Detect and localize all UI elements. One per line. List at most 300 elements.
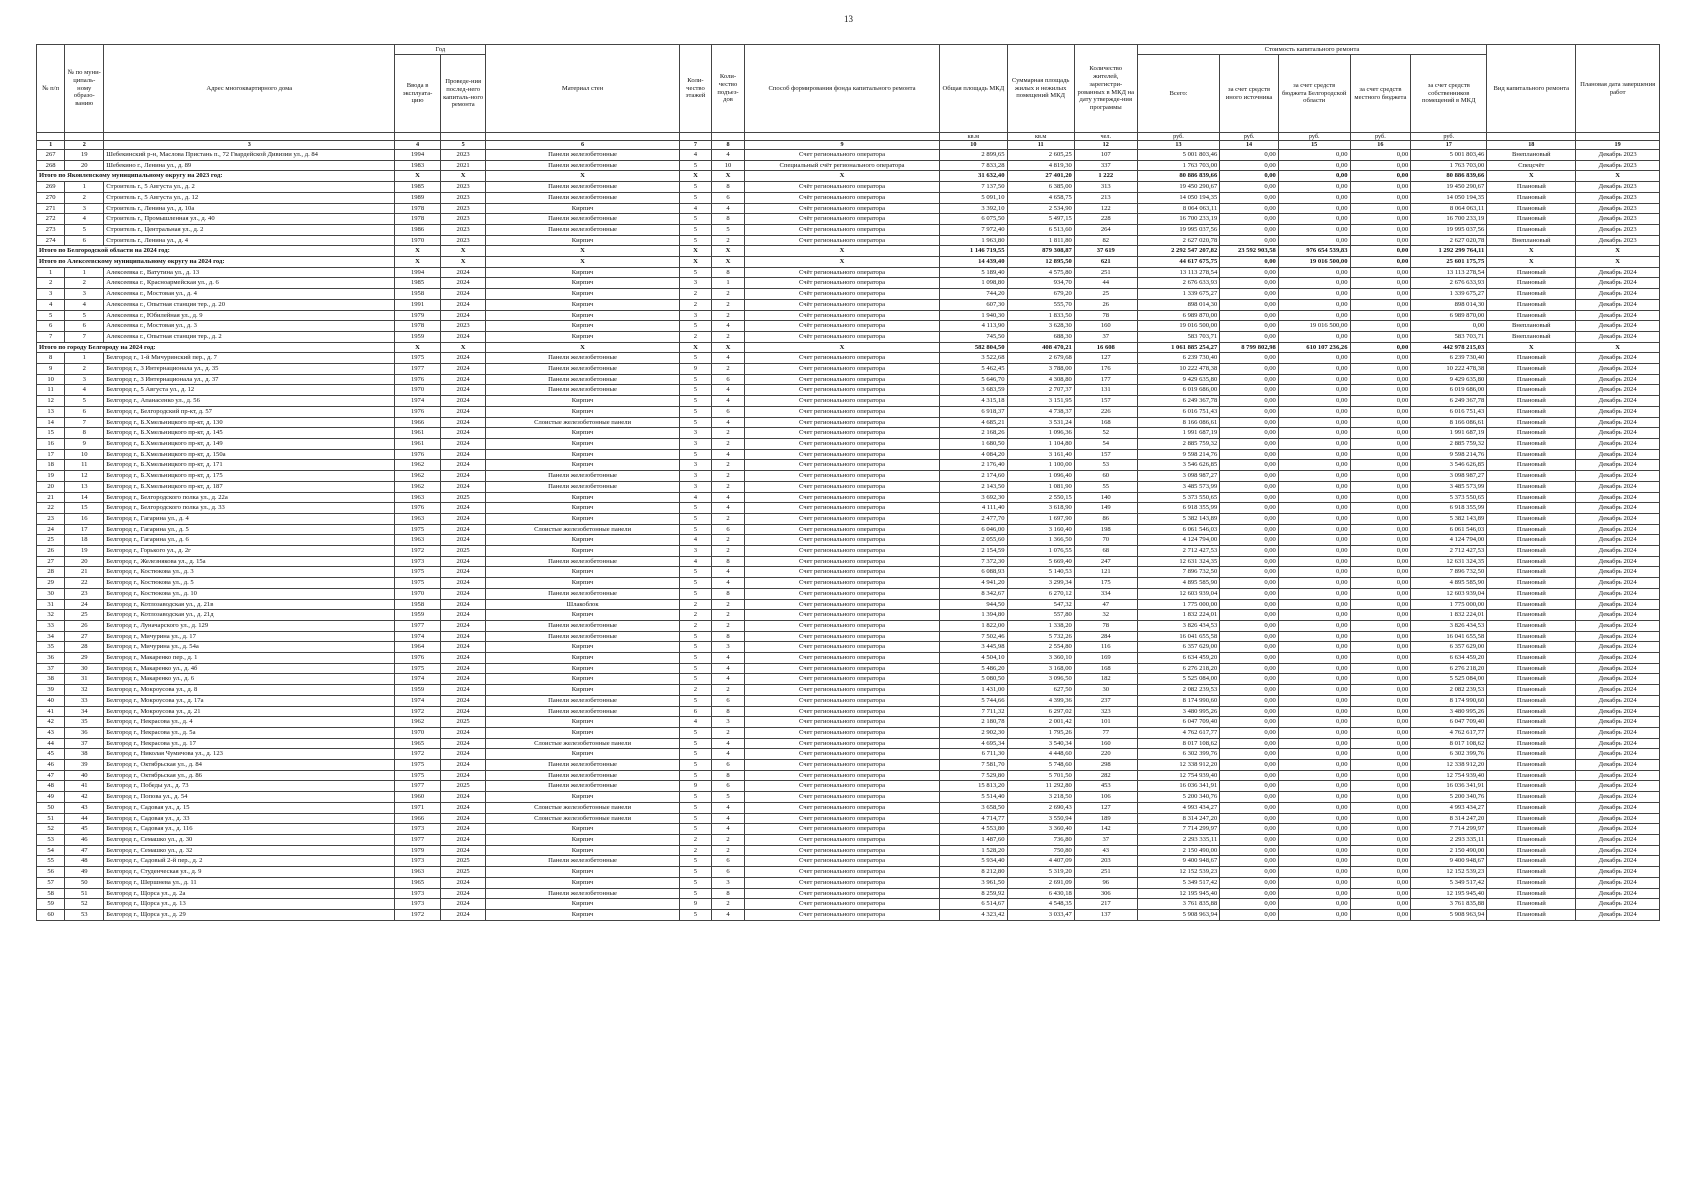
table-row: [37, 653, 1660, 664]
cell-cost-owners: 3 485 573,99: [1411, 481, 1487, 492]
cell-cost-budget-region: 0,00: [1278, 374, 1350, 385]
cell-cost-budget-local: 0,00: [1350, 824, 1411, 835]
cell-year-commission: 1973: [395, 899, 441, 910]
cell-address: Белгород г., Макаренко пер., д. 1: [104, 653, 395, 664]
cell-cost-total: 1 339 675,27: [1137, 289, 1220, 300]
cell-total-area: 3 683,59: [940, 385, 1007, 396]
cell-planned-date: Декабрь 2023: [1576, 192, 1660, 203]
cell-residents: 101: [1074, 717, 1137, 728]
cell-cost-owners: 6 047 709,40: [1411, 717, 1487, 728]
cell-cost-budget-local: 0,00: [1350, 802, 1411, 813]
cell-wall-material: Панели железобетонные: [486, 770, 679, 781]
cell-total-area: 3 658,50: [940, 802, 1007, 813]
cell-repair-type: Плановый: [1487, 449, 1576, 460]
cell-cost-total: 5 200 340,76: [1137, 792, 1220, 803]
subtotal-cell: 976 654 539,83: [1278, 246, 1350, 257]
subtotal-cell: X: [440, 257, 486, 268]
cell-cost-total: 6 019 686,00: [1137, 385, 1220, 396]
cell-cost-budget-local: 0,00: [1350, 267, 1411, 278]
cell-repair-type: Плановый: [1487, 674, 1576, 685]
header-col-residents: Количество жителей, зарегистри-рованных в МКД на дату утвержде-ния программы: [1074, 45, 1137, 133]
cell-floors: 5: [679, 192, 712, 203]
cell-wall-material: Кирпич: [486, 203, 679, 214]
table-body: [37, 150, 1660, 921]
cell-entrances: 2: [712, 310, 745, 321]
cell-cost-budget-region: 0,00: [1278, 460, 1350, 471]
cell-year-last-repair: 2023: [440, 150, 486, 161]
cell-living-area: 547,32: [1007, 599, 1074, 610]
subtotal-cell: 621: [1074, 257, 1137, 268]
cell-fund-method: Счет регионального оператора: [744, 770, 939, 781]
cell-planned-date: Декабрь 2024: [1576, 310, 1660, 321]
cell-cost-other: 0,00: [1220, 449, 1279, 460]
cell-year-commission: 1979: [395, 845, 441, 856]
cell-address: Белгород г., Щорса ул., д. 29: [104, 909, 395, 920]
cell-cost-other: 0,00: [1220, 856, 1279, 867]
cell-cost-owners: 1 832 224,01: [1411, 610, 1487, 621]
cell-mun-no: 52: [65, 899, 104, 910]
cell-year-last-repair: 2024: [440, 567, 486, 578]
cell-address: Белгород г., Мокроусова ул., д. 8: [104, 685, 395, 696]
cell-floors: 3: [679, 546, 712, 557]
cell-cost-total: 9 598 214,76: [1137, 449, 1220, 460]
subtotal-cell: X: [1487, 171, 1576, 182]
cell-cost-budget-region: 0,00: [1278, 192, 1350, 203]
cell-residents: 25: [1074, 289, 1137, 300]
cell-residents: 177: [1074, 374, 1137, 385]
subtotal-cell: 19 016 500,00: [1278, 257, 1350, 268]
table-row: [37, 685, 1660, 696]
cell-address: Белгород г., Гагарина ул., д. 5: [104, 524, 395, 535]
column-number: 17: [1411, 141, 1487, 150]
header-column-numbers-row: [37, 141, 1660, 150]
cell-wall-material: Кирпич: [486, 460, 679, 471]
cell-total-area: 2 174,60: [940, 471, 1007, 482]
cell-fund-method: Счет регионального оператора: [744, 503, 939, 514]
cell-year-last-repair: 2024: [440, 406, 486, 417]
cell-living-area: 3 160,40: [1007, 524, 1074, 535]
cell-year-last-repair: 2024: [440, 610, 486, 621]
cell-total-area: 2 902,30: [940, 727, 1007, 738]
cell-cost-other: 0,00: [1220, 546, 1279, 557]
cell-fund-method: Счет регионального оператора: [744, 438, 939, 449]
cell-wall-material: Панели железобетонные: [486, 856, 679, 867]
subtotal-row: [37, 257, 1660, 268]
cell-year-commission: 1966: [395, 813, 441, 824]
cell-wall-material: Кирпич: [486, 685, 679, 696]
cell-cost-budget-local: 0,00: [1350, 695, 1411, 706]
cell-year-last-repair: 2023: [440, 192, 486, 203]
cell-living-area: 3 360,10: [1007, 653, 1074, 664]
subtotal-cell: 610 107 236,26: [1278, 342, 1350, 353]
cell-fund-method: Счет регионального оператора: [744, 417, 939, 428]
cell-entrances: 6: [712, 695, 745, 706]
cell-mun-no: 35: [65, 717, 104, 728]
cell-address: Строитель г., 5 Августа ул., д. 12: [104, 192, 395, 203]
cell-mun-no: 10: [65, 449, 104, 460]
cell-year-commission: 1974: [395, 674, 441, 685]
cell-repair-type: Плановый: [1487, 620, 1576, 631]
cell-cost-budget-local: 0,00: [1350, 610, 1411, 621]
cell-living-area: 2 679,68: [1007, 353, 1074, 364]
cell-address: Белгород г., Горького ул., д. 2г: [104, 546, 395, 557]
cell-living-area: 3 168,00: [1007, 663, 1074, 674]
cell-total-area: 8 259,92: [940, 888, 1007, 899]
cell-planned-date: Декабрь 2024: [1576, 899, 1660, 910]
cell-cost-total: 19 016 500,00: [1137, 321, 1220, 332]
cell-mun-no: 3: [65, 374, 104, 385]
cell-cost-other: 0,00: [1220, 214, 1279, 225]
cell-planned-date: Декабрь 2024: [1576, 417, 1660, 428]
cell-row-no: 25: [37, 535, 65, 546]
cell-year-last-repair: 2024: [440, 417, 486, 428]
cell-row-no: 46: [37, 760, 65, 771]
cell-cost-total: 5 001 803,46: [1137, 150, 1220, 161]
cell-total-area: 1 680,50: [940, 438, 1007, 449]
cell-planned-date: Декабрь 2024: [1576, 813, 1660, 824]
cell-repair-type: Плановый: [1487, 289, 1576, 300]
subtotal-cell: X: [486, 171, 679, 182]
cell-entrances: 8: [712, 182, 745, 193]
cell-cost-budget-local: 0,00: [1350, 503, 1411, 514]
cell-year-commission: 1974: [395, 695, 441, 706]
cell-cost-budget-region: 0,00: [1278, 653, 1350, 664]
subtotal-cell: X: [1487, 342, 1576, 353]
cell-address: Белгород г., 3 Интернационала ул., д. 37: [104, 374, 395, 385]
cell-cost-other: 0,00: [1220, 374, 1279, 385]
cell-row-no: 8: [37, 353, 65, 364]
cell-cost-other: 0,00: [1220, 663, 1279, 674]
table-row: [37, 749, 1660, 760]
cell-repair-type: Плановый: [1487, 717, 1576, 728]
subtotal-cell: X: [679, 342, 712, 353]
cell-living-area: 3 788,00: [1007, 364, 1074, 375]
cell-address: Белгород г., Садовый 2-й пер., д. 2: [104, 856, 395, 867]
cell-cost-other: 0,00: [1220, 653, 1279, 664]
cell-fund-method: Счет регионального оператора: [744, 653, 939, 664]
cell-total-area: 1 822,00: [940, 620, 1007, 631]
cell-year-last-repair: 2024: [440, 824, 486, 835]
cell-row-no: 60: [37, 909, 65, 920]
subtotal-cell: X: [395, 246, 441, 257]
cell-cost-owners: 7 714 299,97: [1411, 824, 1487, 835]
cell-entrances: 2: [712, 513, 745, 524]
cell-wall-material: Кирпич: [486, 674, 679, 685]
cell-row-no: 10: [37, 374, 65, 385]
cell-cost-budget-local: 0,00: [1350, 460, 1411, 471]
cell-address: Белгород г., 1-й Мичуринский пер., д. 7: [104, 353, 395, 364]
cell-cost-total: 16 041 655,58: [1137, 631, 1220, 642]
cell-cost-owners: 898 014,30: [1411, 299, 1487, 310]
cell-total-area: 5 646,70: [940, 374, 1007, 385]
cell-cost-owners: 8 166 086,61: [1411, 417, 1487, 428]
cell-planned-date: Декабрь 2024: [1576, 321, 1660, 332]
cell-entrances: 4: [712, 150, 745, 161]
cell-residents: 121: [1074, 567, 1137, 578]
subtotal-cell: 80 886 839,66: [1411, 171, 1487, 182]
cell-cost-other: 0,00: [1220, 471, 1279, 482]
cell-row-no: 1: [37, 267, 65, 278]
cell-living-area: 4 448,60: [1007, 749, 1074, 760]
table-row: [37, 546, 1660, 557]
cell-repair-type: Внеплановый: [1487, 235, 1576, 246]
cell-residents: 86: [1074, 513, 1137, 524]
cell-year-last-repair: 2025: [440, 546, 486, 557]
cell-floors: 6: [679, 706, 712, 717]
cell-living-area: 3 161,40: [1007, 449, 1074, 460]
cell-year-commission: 1963: [395, 867, 441, 878]
cell-residents: 157: [1074, 449, 1137, 460]
cell-mun-no: 17: [65, 524, 104, 535]
cell-cost-budget-local: 0,00: [1350, 877, 1411, 888]
cell-cost-budget-local: 0,00: [1350, 663, 1411, 674]
cell-entrances: 2: [712, 460, 745, 471]
cell-cost-total: 6 918 355,99: [1137, 503, 1220, 514]
cell-address: Белгород г., Победы ул., д. 73: [104, 781, 395, 792]
cell-year-last-repair: 2024: [440, 813, 486, 824]
cell-entrances: 4: [712, 749, 745, 760]
cell-row-no: 40: [37, 695, 65, 706]
cell-cost-budget-region: 0,00: [1278, 310, 1350, 321]
cell-cost-other: 0,00: [1220, 813, 1279, 824]
subtotal-cell: 0,00: [1350, 342, 1411, 353]
cell-cost-other: 0,00: [1220, 331, 1279, 342]
cell-living-area: 750,80: [1007, 845, 1074, 856]
cell-year-last-repair: 2024: [440, 289, 486, 300]
cell-cost-other: 0,00: [1220, 310, 1279, 321]
cell-repair-type: Плановый: [1487, 353, 1576, 364]
cell-floors: 4: [679, 150, 712, 161]
cell-entrances: 4: [712, 385, 745, 396]
cell-fund-method: Счет регионального оператора: [744, 406, 939, 417]
subtotal-cell: X: [486, 246, 679, 257]
cell-year-commission: 1959: [395, 610, 441, 621]
cell-floors: 3: [679, 278, 712, 289]
cell-mun-no: 2: [65, 364, 104, 375]
cell-year-last-repair: 2024: [440, 909, 486, 920]
cell-cost-total: 6 239 730,40: [1137, 353, 1220, 364]
cell-cost-owners: 6 061 546,03: [1411, 524, 1487, 535]
unit-label: руб.: [1278, 133, 1350, 141]
cell-cost-budget-local: 0,00: [1350, 781, 1411, 792]
cell-living-area: 6 513,60: [1007, 224, 1074, 235]
cell-entrances: 2: [712, 535, 745, 546]
cell-cost-budget-local: 0,00: [1350, 160, 1411, 171]
cell-planned-date: Декабрь 2024: [1576, 385, 1660, 396]
cell-wall-material: Слоистые железобетонные панели: [486, 802, 679, 813]
cell-floors: 2: [679, 289, 712, 300]
cell-year-commission: 1959: [395, 685, 441, 696]
table-row: [37, 760, 1660, 771]
cell-cost-budget-local: 0,00: [1350, 438, 1411, 449]
header-col-cost-owners: за счет средств собственников помещений в МКД: [1411, 55, 1487, 133]
cell-cost-budget-region: 0,00: [1278, 513, 1350, 524]
cell-fund-method: Счет регионального оператора: [744, 909, 939, 920]
cell-year-last-repair: 2024: [440, 845, 486, 856]
cell-living-area: 2 690,43: [1007, 802, 1074, 813]
cell-repair-type: Плановый: [1487, 727, 1576, 738]
cell-planned-date: Декабрь 2024: [1576, 492, 1660, 503]
header-col-cost-other: за счет средств иного источника: [1220, 55, 1279, 133]
cell-cost-other: 0,00: [1220, 385, 1279, 396]
cell-year-commission: 1974: [395, 396, 441, 407]
cell-cost-other: 0,00: [1220, 524, 1279, 535]
cell-row-no: 19: [37, 471, 65, 482]
cell-wall-material: Слоистые железобетонные панели: [486, 813, 679, 824]
cell-cost-budget-region: 0,00: [1278, 813, 1350, 824]
cell-year-last-repair: 2024: [440, 770, 486, 781]
cell-fund-method: Счет регионального оператора: [744, 727, 939, 738]
cell-year-commission: 1964: [395, 642, 441, 653]
cell-floors: 9: [679, 364, 712, 375]
cell-repair-type: Плановый: [1487, 642, 1576, 653]
cell-wall-material: Кирпич: [486, 503, 679, 514]
cell-floors: 2: [679, 299, 712, 310]
cell-address: Белгород г., Белгородского полка ул., д. 22а: [104, 492, 395, 503]
cell-cost-budget-region: 0,00: [1278, 663, 1350, 674]
cell-wall-material: Панели железобетонные: [486, 374, 679, 385]
cell-row-no: 11: [37, 385, 65, 396]
cell-residents: 142: [1074, 824, 1137, 835]
cell-cost-total: 3 485 573,99: [1137, 481, 1220, 492]
cell-living-area: 2 001,42: [1007, 717, 1074, 728]
cell-row-no: 270: [37, 192, 65, 203]
cell-floors: 5: [679, 749, 712, 760]
subtotal-cell: X: [440, 342, 486, 353]
cell-mun-no: 1: [65, 182, 104, 193]
cell-repair-type: Плановый: [1487, 182, 1576, 193]
table-row: [37, 417, 1660, 428]
cell-living-area: 1 697,90: [1007, 513, 1074, 524]
cell-repair-type: Внеплановый: [1487, 331, 1576, 342]
cell-planned-date: Декабрь 2024: [1576, 642, 1660, 653]
cell-cost-budget-local: 0,00: [1350, 310, 1411, 321]
cell-row-no: 48: [37, 781, 65, 792]
table-row: [37, 428, 1660, 439]
cell-planned-date: Декабрь 2024: [1576, 717, 1660, 728]
cell-repair-type: Плановый: [1487, 385, 1576, 396]
cell-cost-other: 0,00: [1220, 182, 1279, 193]
cell-planned-date: Декабрь 2024: [1576, 674, 1660, 685]
cell-residents: 313: [1074, 182, 1137, 193]
cell-total-area: 7 137,50: [940, 182, 1007, 193]
cell-living-area: 4 308,80: [1007, 374, 1074, 385]
cell-fund-method: Счет регионального оператора: [744, 492, 939, 503]
cell-wall-material: Кирпич: [486, 278, 679, 289]
cell-total-area: 1 963,80: [940, 235, 1007, 246]
cell-cost-owners: 12 152 539,23: [1411, 867, 1487, 878]
cell-living-area: 1 366,50: [1007, 535, 1074, 546]
column-number: 14: [1220, 141, 1279, 150]
cell-cost-budget-region: 0,00: [1278, 845, 1350, 856]
subtotal-title: Итого по городу Белгороду на 2024 год:: [37, 342, 395, 353]
cell-wall-material: Кирпич: [486, 727, 679, 738]
cell-wall-material: Кирпич: [486, 235, 679, 246]
cell-wall-material: Кирпич: [486, 663, 679, 674]
cell-floors: 9: [679, 899, 712, 910]
cell-row-no: 15: [37, 428, 65, 439]
cell-year-last-repair: 2024: [440, 642, 486, 653]
cell-residents: 68: [1074, 546, 1137, 557]
header-col-year-commission: Ввода в эксплуата-цию: [395, 55, 441, 133]
cell-wall-material: Кирпич: [486, 909, 679, 920]
cell-fund-method: Специальный счёт регионального оператора: [744, 160, 939, 171]
cell-floors: 5: [679, 385, 712, 396]
cell-row-no: 41: [37, 706, 65, 717]
cell-cost-budget-region: 0,00: [1278, 503, 1350, 514]
cell-year-last-repair: 2023: [440, 214, 486, 225]
table-row: [37, 160, 1660, 171]
cell-total-area: 944,50: [940, 599, 1007, 610]
cell-repair-type: Плановый: [1487, 653, 1576, 664]
table-row: [37, 481, 1660, 492]
cell-floors: 5: [679, 792, 712, 803]
cell-planned-date: Декабрь 2024: [1576, 620, 1660, 631]
table-row: [37, 364, 1660, 375]
cell-repair-type: Плановый: [1487, 867, 1576, 878]
cell-cost-budget-region: 0,00: [1278, 781, 1350, 792]
cell-entrances: 8: [712, 631, 745, 642]
table-row: [37, 224, 1660, 235]
subtotal-cell: 0,00: [1350, 246, 1411, 257]
cell-mun-no: 36: [65, 727, 104, 738]
cell-row-no: 16: [37, 438, 65, 449]
cell-year-commission: 1975: [395, 353, 441, 364]
cell-mun-no: 20: [65, 556, 104, 567]
cell-residents: 43: [1074, 845, 1137, 856]
cell-cost-budget-region: 0,00: [1278, 631, 1350, 642]
cell-mun-no: 6: [65, 235, 104, 246]
cell-planned-date: Декабрь 2024: [1576, 909, 1660, 920]
cell-fund-method: Счёт регионального оператора: [744, 224, 939, 235]
cell-planned-date: Декабрь 2024: [1576, 610, 1660, 621]
cell-year-last-repair: 2024: [440, 835, 486, 846]
cell-floors: 5: [679, 802, 712, 813]
cell-cost-other: 0,00: [1220, 727, 1279, 738]
cell-cost-budget-region: 19 016 500,00: [1278, 321, 1350, 332]
cell-wall-material: Шлакоблок: [486, 599, 679, 610]
cell-fund-method: Счет регионального оператора: [744, 792, 939, 803]
cell-residents: 82: [1074, 235, 1137, 246]
cell-repair-type: Плановый: [1487, 224, 1576, 235]
unit-label: руб.: [1137, 133, 1220, 141]
cell-floors: 5: [679, 813, 712, 824]
cell-planned-date: Декабрь 2024: [1576, 802, 1660, 813]
cell-cost-other: 0,00: [1220, 824, 1279, 835]
cell-cost-budget-region: 0,00: [1278, 481, 1350, 492]
cell-repair-type: Плановый: [1487, 770, 1576, 781]
cell-cost-owners: 2 150 490,00: [1411, 845, 1487, 856]
cell-cost-owners: 1 339 675,27: [1411, 289, 1487, 300]
cell-cost-total: 8 064 063,11: [1137, 203, 1220, 214]
cell-fund-method: Счет регионального оператора: [744, 556, 939, 567]
cell-row-no: 36: [37, 653, 65, 664]
cell-fund-method: Счет регионального оператора: [744, 867, 939, 878]
cell-cost-owners: 12 631 324,35: [1411, 556, 1487, 567]
cell-cost-budget-local: 0,00: [1350, 546, 1411, 557]
cell-floors: 5: [679, 877, 712, 888]
cell-cost-other: 0,00: [1220, 150, 1279, 161]
cell-cost-owners: 6 634 459,20: [1411, 653, 1487, 664]
cell-repair-type: Плановый: [1487, 460, 1576, 471]
cell-cost-budget-region: 0,00: [1278, 364, 1350, 375]
cell-address: Белгород г., Б.Хмельницкого пр-кт, д. 187: [104, 481, 395, 492]
cell-cost-budget-region: 0,00: [1278, 471, 1350, 482]
cell-year-commission: 1970: [395, 727, 441, 738]
cell-repair-type: Плановый: [1487, 546, 1576, 557]
cell-year-last-repair: 2024: [440, 877, 486, 888]
cell-fund-method: Счет регионального оператора: [744, 674, 939, 685]
